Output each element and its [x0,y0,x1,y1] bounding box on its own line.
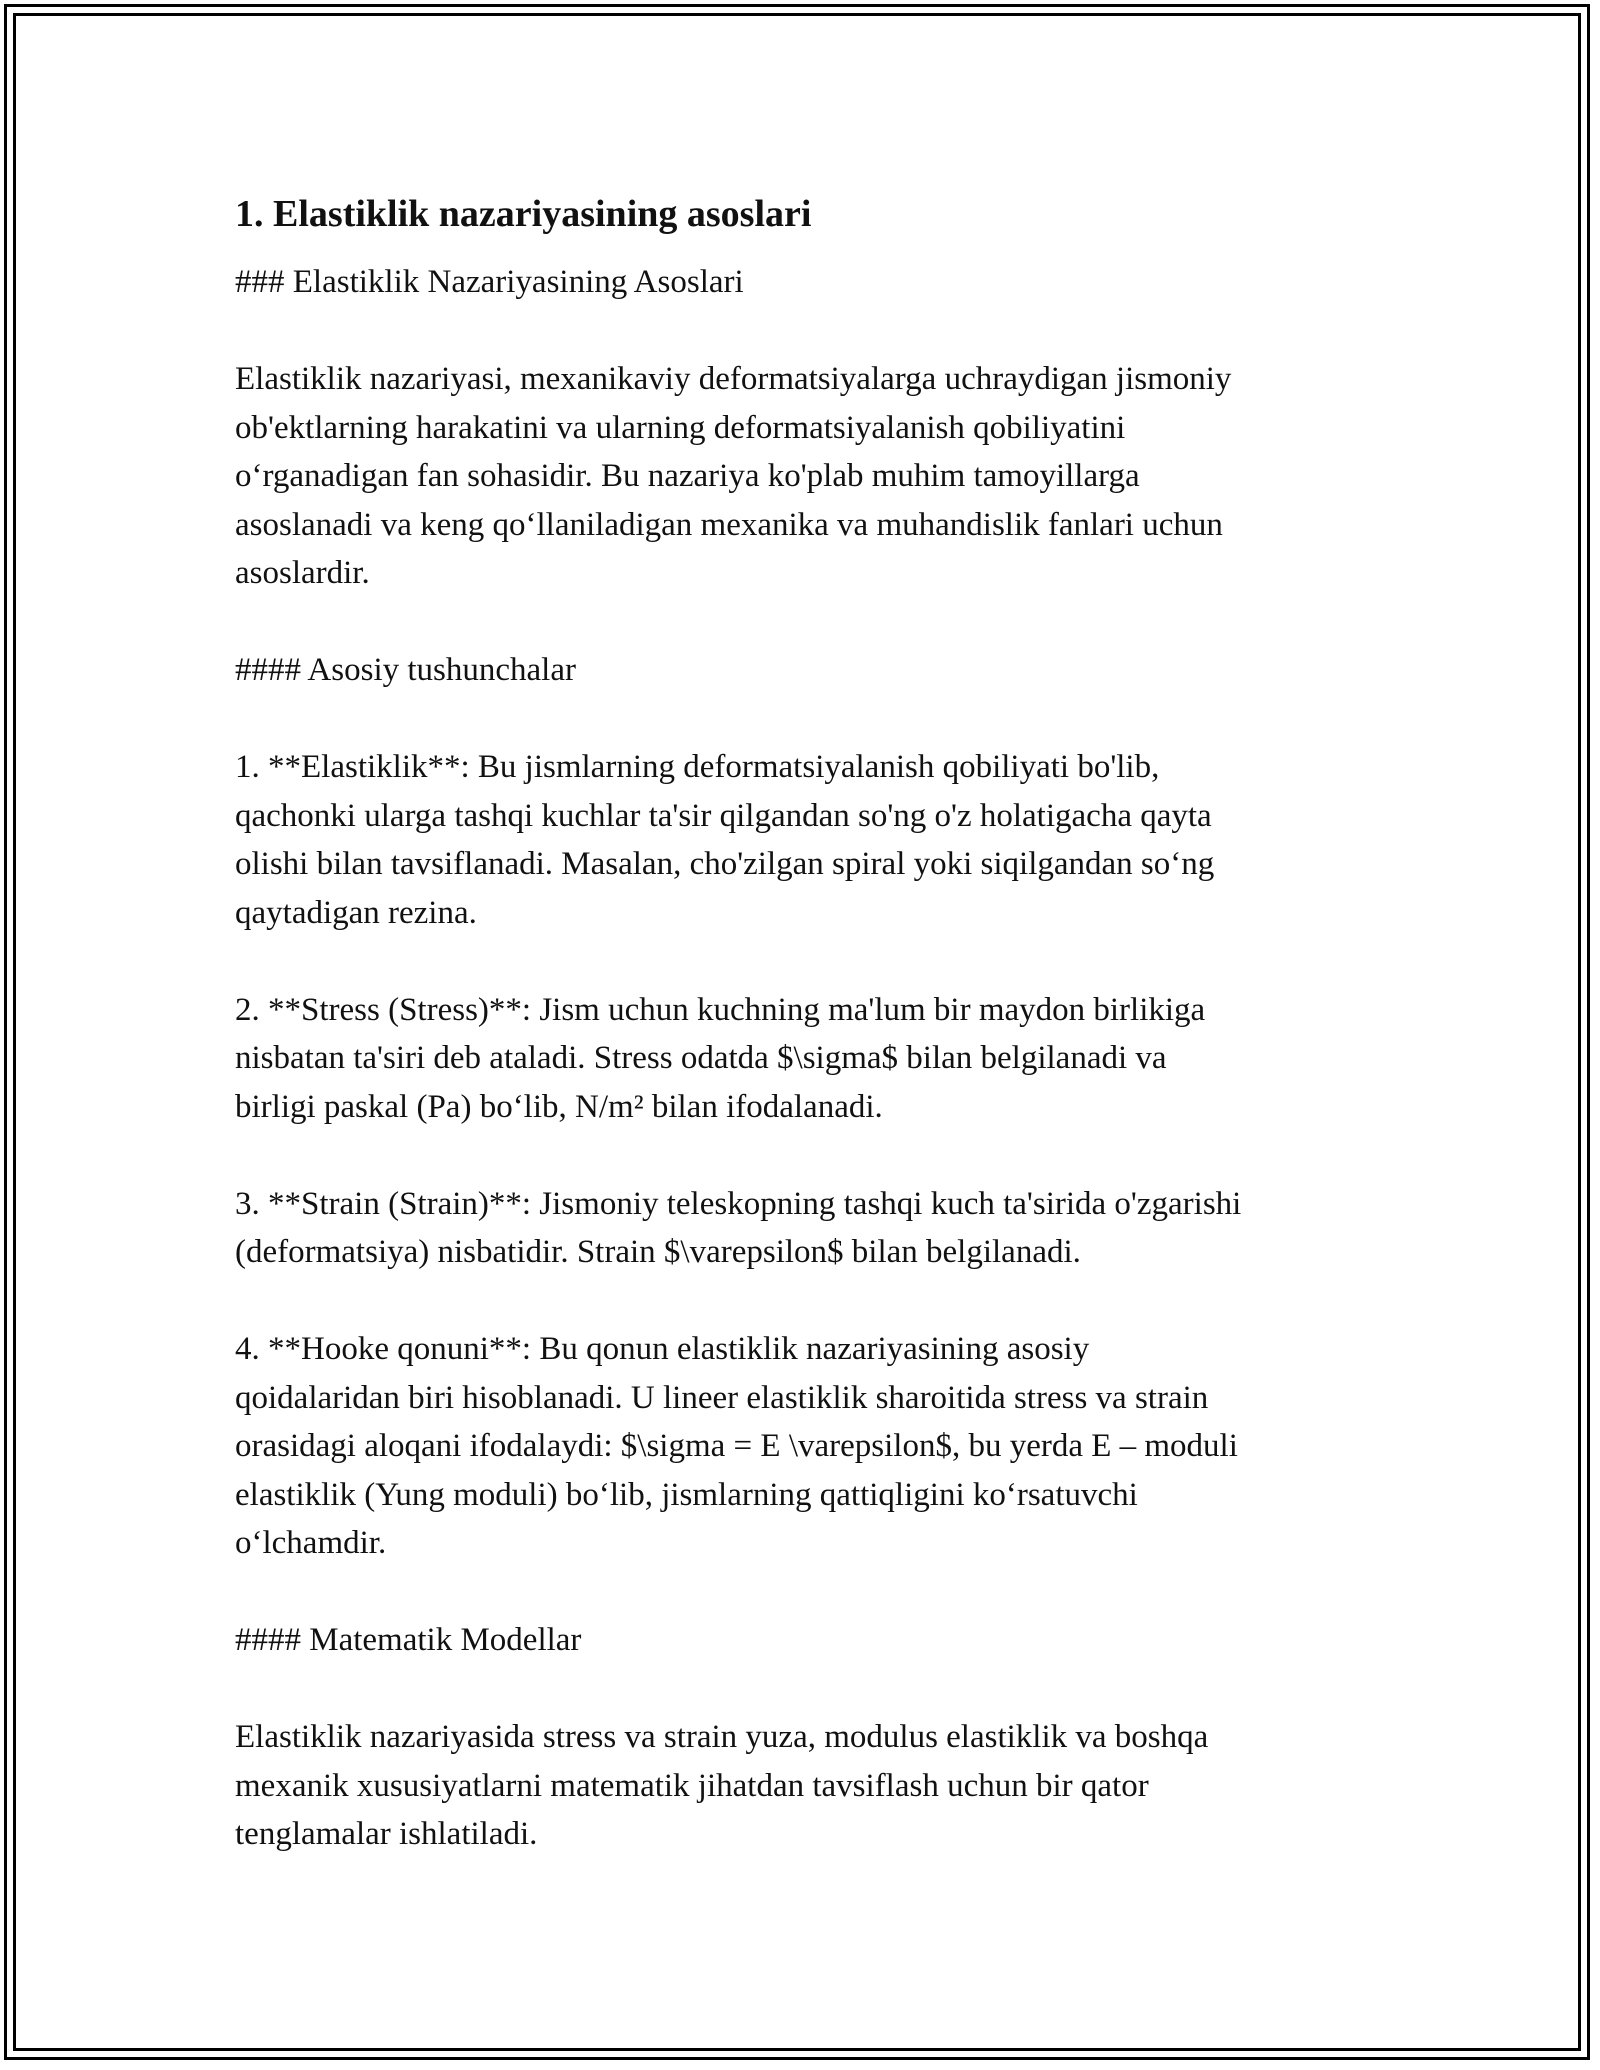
list-item-line: 1. **Elastiklik**: Bu jismlarning deformatsiyalanish qobiliyati bo'lib, [235,749,1160,785]
list-item-line: qachonki ularga tashqi kuchlar ta'sir qilgandan so'ng o'z holatigacha qayta [235,797,1212,834]
list-item-line: qoidalaridan biri hisoblanadi. U lineer elastiklik sharoitida stress va strain [235,1379,1209,1416]
section-heading: #### Matematik Modellar [235,1622,582,1658]
list-item-line: olishi bilan tavsiflanadi. Masalan, cho'zilgan spiral yoki siqilgandan so‘ng [235,846,1215,882]
list-item-line: birligi paskal (Pa) bo‘lib, N/m² bilan ifodalanadi. [235,1088,883,1125]
paragraph-line: tenglamalar ishlatiladi. [235,1816,538,1852]
intro-line: asoslanadi va keng qo‘llaniladigan mexanika va muhandislik fanlari uchun [235,506,1223,543]
paragraph-line: Elastiklik nazariyasida stress va strain yuza, modulus elastiklik va boshqa [235,1719,1209,1755]
list-item-line: 2. **Stress (Stress)**: Jism uchun kuchning ma'lum bir maydon birlikiga [235,991,1206,1028]
subheading: ### Elastiklik Nazariyasining Asoslari [235,264,744,300]
section-heading-models [235,1616,1365,1665]
list-item-line: orasidagi aloqani ifodalaydi: $\sigma = E \varepsilon$, bu yerda E – moduli [235,1428,1238,1464]
list-item-line: elastiklik (Yung moduli) bo‘lib, jismlarning qattiqligini ko‘rsatuvchi [235,1476,1138,1513]
list-item-strain [235,1180,1365,1277]
intro-line: o‘rganadigan fan sohasidir. Bu nazariya ko'plab muhim tamoyillarga [235,458,1140,494]
models-paragraph [235,1713,1365,1859]
intro-line: ob'ektlarning harakatini va ularning deformatsiyalanish qobiliyatini [235,409,1126,446]
document-body [235,186,1365,1859]
paragraph-line: mexanik xususiyatlarni matematik jihatdan tavsiflash uchun bir qator [235,1767,1149,1804]
list-item-line: 4. **Hooke qonuni**: Bu qonun elastiklik nazariyasining asosiy [235,1331,1090,1367]
section-heading: #### Asosiy tushunchalar [235,652,576,688]
section-heading-concepts [235,646,1365,695]
intro-line: asoslardir. [235,555,370,591]
list-item-hooke [235,1325,1365,1568]
intro-line: Elastiklik nazariyasi, mexanikaviy deformatsiyalarga uchraydigan jismoniy [235,361,1232,397]
list-item-line: 3. **Strain (Strain)**: Jismoniy teleskopning tashqi kuch ta'sirida o'zgarishi [235,1185,1242,1222]
list-item-line: qaytadigan rezina. [235,894,477,931]
list-item-line: nisbatan ta'siri deb ataladi. Stress odatda $\sigma$ bilan belgilanadi va [235,1040,1167,1076]
list-item-line: o‘lchamdir. [235,1525,387,1561]
list-item-stress [235,986,1365,1132]
document-title: 1. Elastiklik nazariyasining asoslari [235,193,812,235]
intro-paragraph [235,355,1365,598]
list-item-line: (deformatsiya) nisbatidir. Strain $\varepsilon$ bilan belgilanadi. [235,1234,1081,1270]
list-item-elasticity [235,743,1365,937]
